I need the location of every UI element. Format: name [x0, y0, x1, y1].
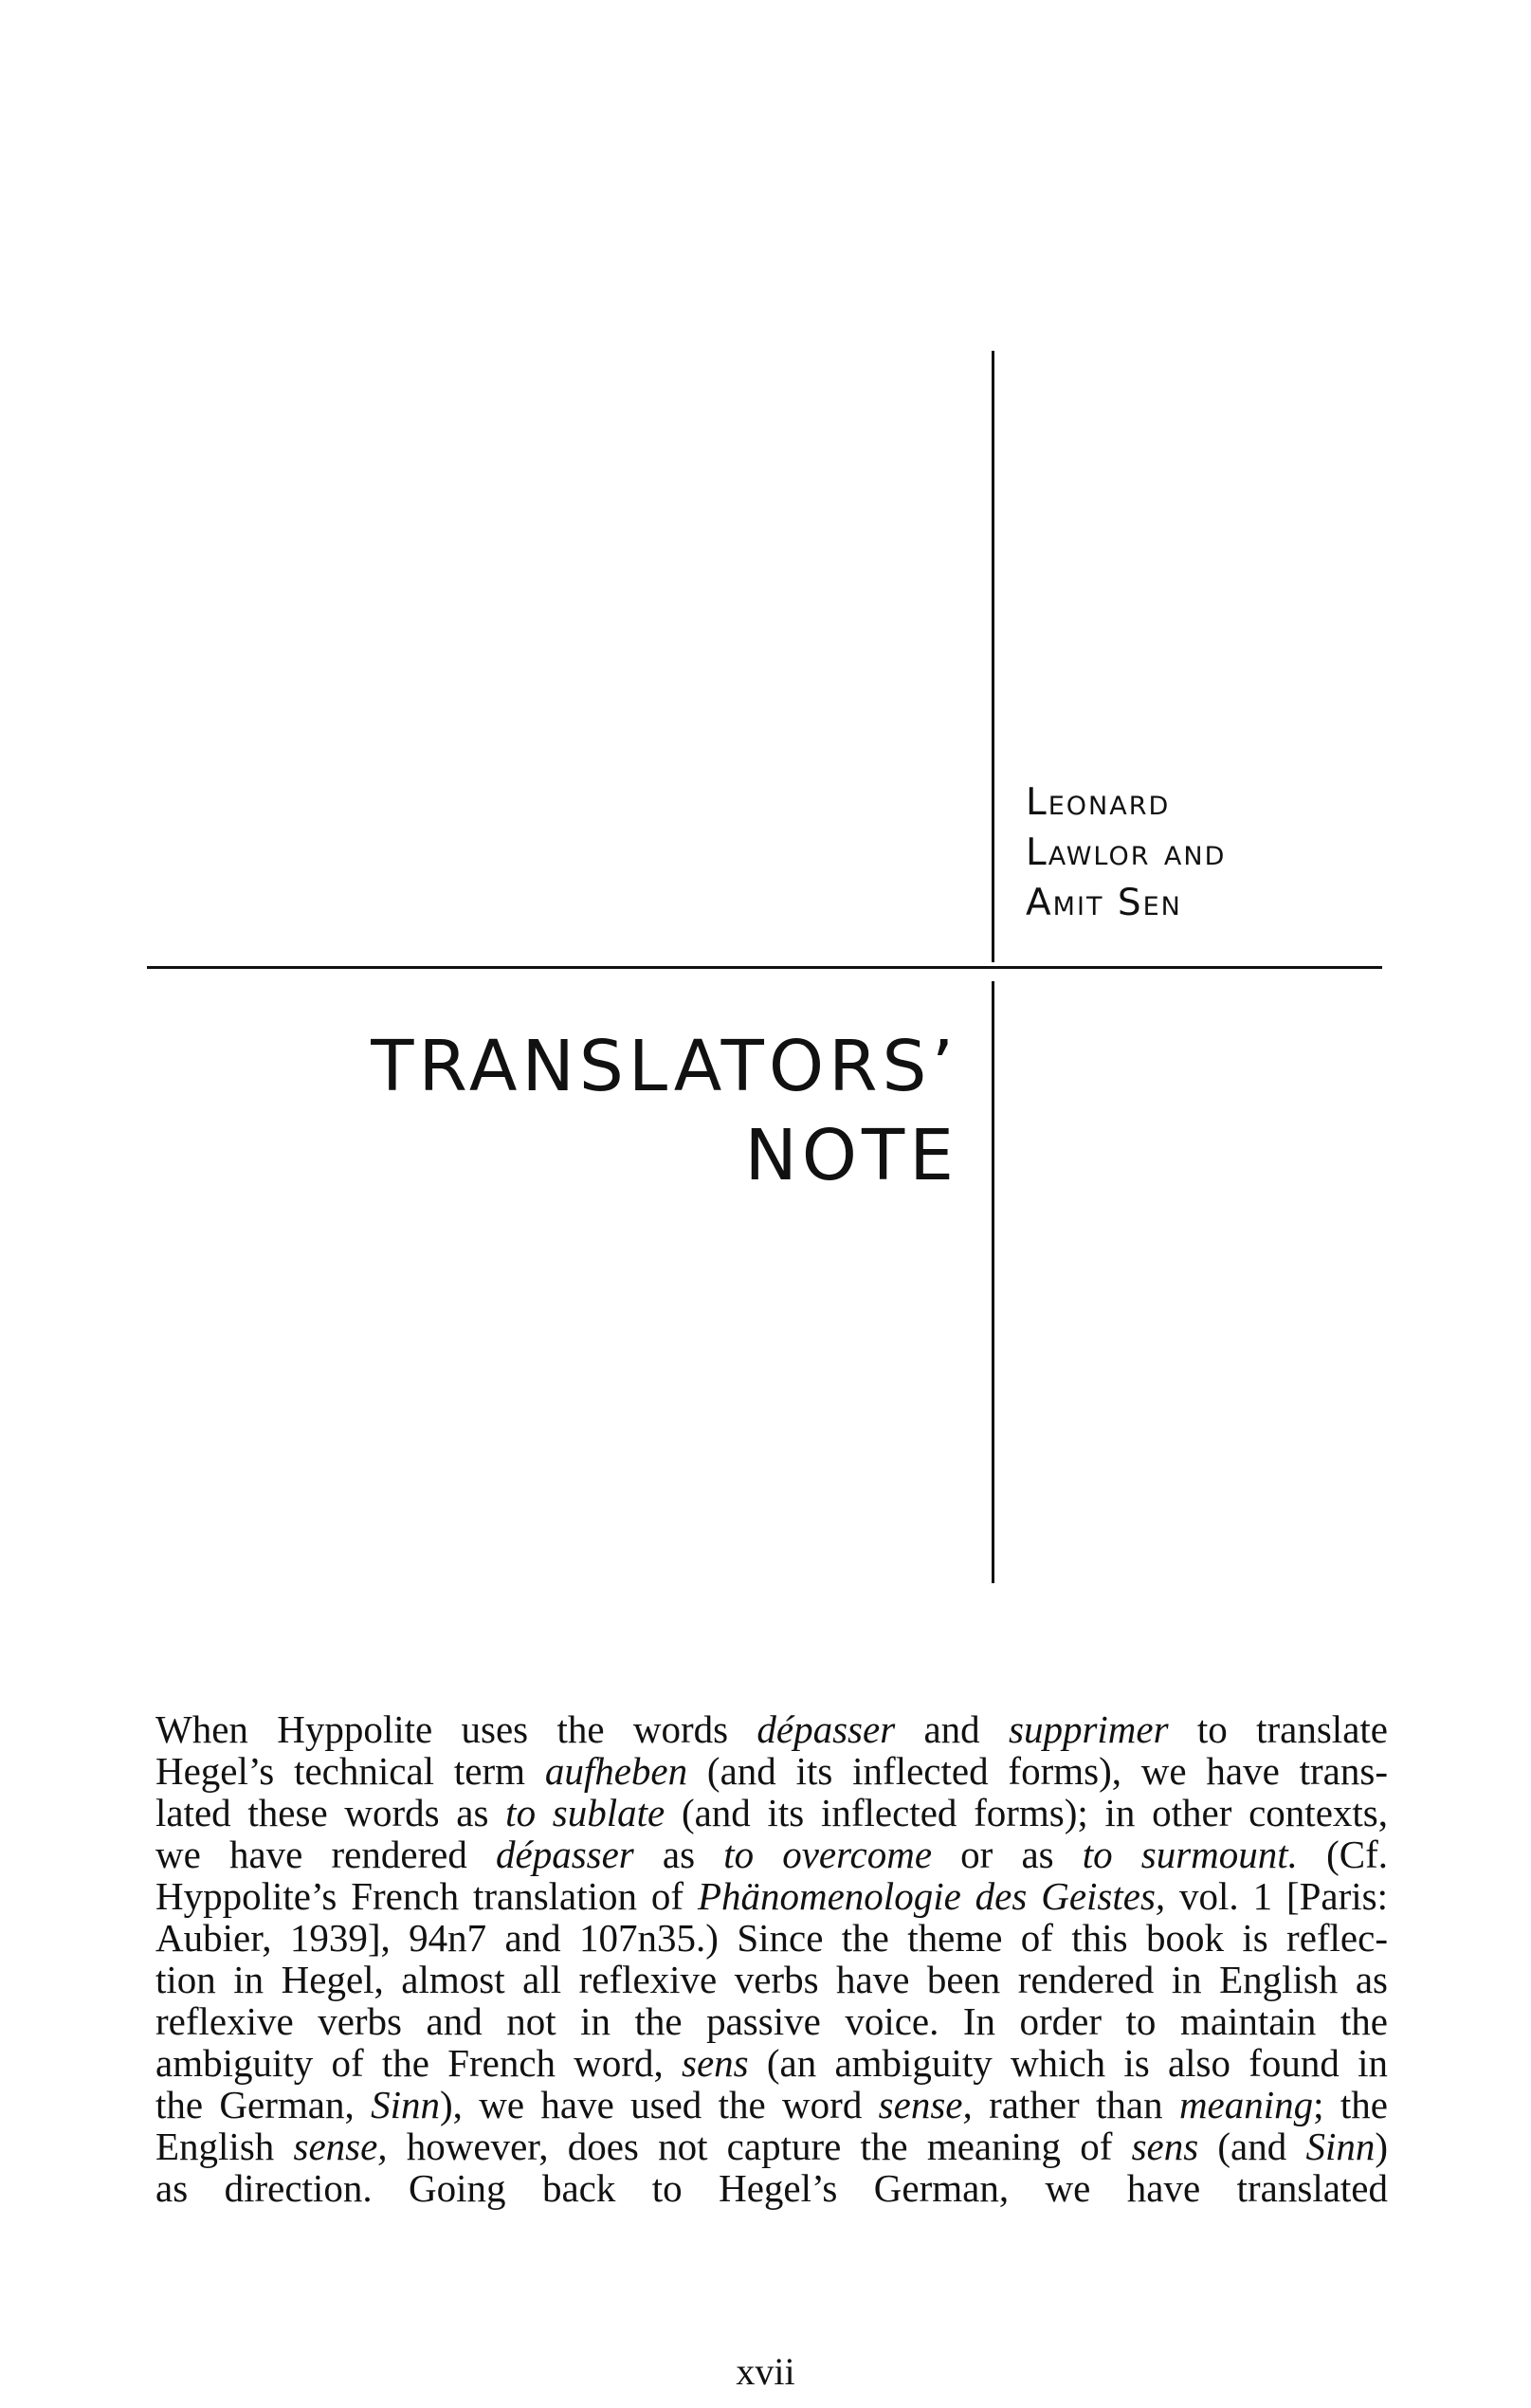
text-run: however, does not capture the meaning of: [387, 2125, 1132, 2168]
text-run: (and its inflected forms); in other contexts,: [665, 1791, 1388, 1834]
text-run: as direction. Going back to Hegel’s German, we have translated: [155, 2166, 1388, 2210]
text-line: [155, 2167, 1388, 2209]
vertical-rule-upper: [992, 351, 994, 962]
text-line: [155, 1750, 1388, 1792]
text-run: (Cf.: [1297, 1833, 1388, 1876]
text-run: English: [155, 2125, 294, 2168]
italic-term: to sublate: [505, 1791, 665, 1834]
text-line: [155, 2084, 1388, 2125]
text-line: [155, 1959, 1388, 2000]
text-line: [155, 1833, 1388, 1875]
chapter-title-line: TRANSLATORS’: [371, 1026, 958, 1107]
text-line: [155, 2000, 1388, 2042]
italic-term: meaning: [1178, 2083, 1314, 2126]
text-run: we have rendered: [155, 1833, 496, 1876]
italic-term: sens: [682, 2041, 749, 2085]
italic-term: aufheben: [544, 1749, 688, 1793]
text-run: reflexive verbs and not in the passive voice. In order to maintain the: [155, 1999, 1388, 2043]
text-run: When Hyppolite uses the words: [155, 1707, 757, 1751]
text-line: [155, 1875, 1388, 1917]
text-run: ambiguity of the French word,: [155, 2041, 683, 2085]
text-line: [155, 1792, 1388, 1833]
italic-term: Sinn: [1305, 2125, 1376, 2168]
italic-term: Sinn: [371, 2083, 440, 2126]
text-run: and: [895, 1707, 1009, 1751]
italic-term: Phänomenologie des Geistes,: [697, 1874, 1166, 1918]
italic-term: dépasser: [756, 1707, 896, 1751]
text-run: rather than: [972, 2083, 1179, 2126]
author-block: [1026, 777, 1226, 928]
author-line: Leonard: [1026, 781, 1171, 824]
author-line: Lawlor and: [1026, 831, 1227, 874]
text-run: Hegel’s technical term: [155, 1749, 545, 1793]
text-run: ): [1375, 2125, 1388, 2168]
text-run: as: [633, 1833, 724, 1876]
vertical-rule-lower: [992, 981, 994, 1583]
author-line: Amit Sen: [1026, 882, 1182, 924]
italic-term: to overcome: [723, 1833, 933, 1876]
chapter-title-line: NOTE: [744, 1115, 958, 1196]
text-line: [155, 1708, 1388, 1750]
chapter-title: [371, 1022, 958, 1200]
text-run: Aubier, 1939], 94n7 and 107n35.) Since the theme of this book is reflec-: [155, 1916, 1388, 1960]
page-number: xvii: [736, 2350, 795, 2393]
text-run: ), we have used the word: [439, 2083, 879, 2126]
text-line: [155, 2042, 1388, 2084]
text-run: vol. 1 [Paris:: [1165, 1874, 1388, 1918]
body-paragraph: [155, 1708, 1388, 2209]
text-run: (and: [1198, 2125, 1306, 2168]
text-run: or as: [932, 1833, 1083, 1876]
text-line: [155, 1917, 1388, 1959]
text-run: (and its inflected forms), we have trans-: [687, 1749, 1388, 1793]
text-run: ; the: [1313, 2083, 1388, 2126]
text-run: to translate: [1168, 1707, 1388, 1751]
text-run: (an ambiguity which is also found in: [748, 2041, 1389, 2085]
text-run: Hyppolite’s French translation of: [155, 1874, 698, 1918]
italic-term: sense,: [293, 2125, 388, 2168]
italic-term: to surmount.: [1082, 1833, 1298, 1876]
text-run: lated these words as: [155, 1791, 506, 1834]
italic-term: sens: [1131, 2125, 1199, 2168]
horizontal-rule: [147, 966, 1382, 969]
italic-term: supprimer: [1009, 1707, 1169, 1751]
text-run: the German,: [155, 2083, 372, 2126]
italic-term: sense,: [878, 2083, 973, 2126]
italic-term: dépasser: [496, 1833, 634, 1876]
text-run: tion in Hegel, almost all reflexive verbs have been rendered in English as: [155, 1958, 1388, 2001]
text-line: [155, 2125, 1388, 2167]
